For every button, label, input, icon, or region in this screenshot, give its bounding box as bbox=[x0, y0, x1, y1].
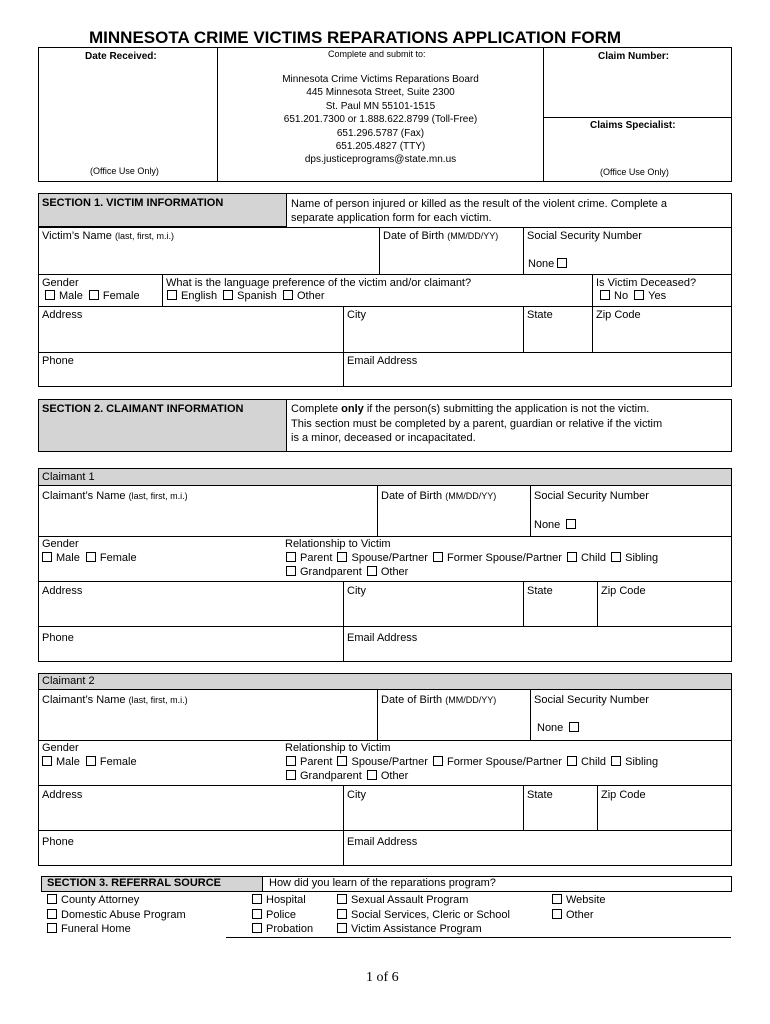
section-2-title: SECTION 2. CLAIMANT INFORMATION bbox=[42, 403, 244, 415]
claimant-2-male-checkbox[interactable] bbox=[42, 756, 52, 766]
victim-ssn-none-label: None bbox=[528, 258, 555, 270]
claimant-2-phone-label: Phone bbox=[42, 836, 74, 848]
deceased-yes-label: Yes bbox=[648, 290, 667, 302]
board-address: Minnesota Crime Victims Reparations Board 445 Minnesota Street, Suite 2300 St. Paul MN 55101-1515 651.201.7300 or 1.888.622.8799 (Toll-Free) 651.296.5787 (Fax) 651.205.4827 (TTY) dps.justiceprograms@state.mn.us bbox=[282, 74, 479, 166]
claimant-1-gender-label: Gender bbox=[42, 538, 79, 550]
claimant-2-state-label: State bbox=[527, 789, 553, 801]
page-title: MINNESOTA CRIME VICTIMS REPARATIONS APPLICATION FORM bbox=[89, 28, 622, 47]
claimant-1-city-label: City bbox=[347, 585, 366, 597]
section-2-desc: Complete only if the person(s) submitting the application is not the victim. bbox=[291, 403, 650, 415]
section-2-desc-3: is a minor, deceased or incapacitated. bbox=[291, 432, 476, 444]
victim-name-label: Victim’s Name bbox=[42, 230, 112, 242]
claimant-1-dob-hint: (MM/DD/YY) bbox=[445, 491, 497, 501]
referral-col-4: Website Other bbox=[552, 893, 606, 922]
claimant-2-dob-hint: (MM/DD/YY) bbox=[445, 695, 497, 705]
claimant-1-sibling-checkbox[interactable] bbox=[611, 552, 621, 562]
claimant-1-parent-label: Parent bbox=[300, 552, 333, 564]
victim-ssn-label: Social Security Number bbox=[527, 230, 642, 242]
claimant-1-parent-checkbox[interactable] bbox=[286, 552, 296, 562]
claimant-2-email-label: Email Address bbox=[347, 836, 418, 848]
claimant-2-ssn-none-label: None bbox=[537, 722, 564, 734]
office-use-left: (Office Use Only) bbox=[90, 166, 159, 176]
claimant-1-name-hint: (last, first, m.i.) bbox=[128, 491, 188, 501]
claims-specialist-label: Claims Specialist: bbox=[590, 120, 676, 131]
claimant-2-child-label: Child bbox=[580, 756, 607, 768]
claimant-2-dob-label: Date of Birth bbox=[381, 694, 443, 706]
victim-city-label: City bbox=[347, 309, 366, 321]
claimant-2-name-label: Claimant’s Name bbox=[42, 694, 126, 706]
probation-checkbox[interactable] bbox=[252, 923, 262, 933]
claimant-1-sibling-label: Sibling bbox=[625, 552, 659, 564]
victim-dob-label: Date of Birth bbox=[383, 230, 445, 242]
spanish-label: Spanish bbox=[237, 290, 277, 302]
claimant-1-state-label: State bbox=[527, 585, 553, 597]
claimant-2-spouse-checkbox[interactable] bbox=[337, 756, 347, 766]
claimant-2-relationship-label: Relationship to Victim bbox=[285, 742, 391, 754]
claimant-1-child-checkbox[interactable] bbox=[567, 552, 577, 562]
referral-col-3: Sexual Assault Program Social Services, Cleric or School Victim Assistance Program bbox=[337, 893, 510, 937]
claimant-1-dob-label: Date of Birth bbox=[381, 490, 443, 502]
victim-zip-label: Zip Code bbox=[596, 309, 641, 321]
language-other-checkbox[interactable] bbox=[283, 290, 293, 300]
language-other-label: Other bbox=[296, 290, 325, 302]
claimant-1-male-label: Male bbox=[56, 552, 80, 564]
section-2-desc-2: This section must be completed by a parent, guardian or relative if the victim bbox=[291, 418, 663, 430]
claimant-1-spouse-label: Spouse/Partner bbox=[351, 552, 428, 564]
victim-address-label: Address bbox=[42, 309, 83, 321]
spanish-checkbox[interactable] bbox=[223, 290, 233, 300]
claimant-2-ssn-label: Social Security Number bbox=[534, 694, 649, 706]
domestic-abuse-checkbox[interactable] bbox=[47, 909, 57, 919]
english-label: English bbox=[181, 290, 218, 302]
english-checkbox[interactable] bbox=[167, 290, 177, 300]
victim-male-checkbox[interactable] bbox=[45, 290, 55, 300]
section-1-desc-2: separate application form for each victim. bbox=[291, 212, 492, 224]
website-checkbox[interactable] bbox=[552, 894, 562, 904]
date-received-label: Date Received: bbox=[85, 51, 157, 62]
deceased-no-label: No bbox=[614, 290, 629, 302]
section-1-desc: Name of person injured or killed as the result of the violent crime. Complete a bbox=[291, 198, 668, 210]
victim-female-checkbox[interactable] bbox=[89, 290, 99, 300]
referral-col-2: Hospital Police Probation bbox=[252, 893, 313, 937]
claimant-2-sibling-label: Sibling bbox=[625, 756, 659, 768]
claimant-2-other-checkbox[interactable] bbox=[367, 770, 377, 780]
claimant-2-former-spouse-label: Former Spouse/Partner bbox=[446, 756, 562, 768]
claimant-2-child-checkbox[interactable] bbox=[567, 756, 577, 766]
claimant-2-sibling-checkbox[interactable] bbox=[611, 756, 621, 766]
claimant-2-ssn-none-checkbox[interactable] bbox=[569, 722, 579, 732]
claimant-1-spouse-checkbox[interactable] bbox=[337, 552, 347, 562]
claimant-1-ssn-label: Social Security Number bbox=[534, 490, 649, 502]
claimant-1-female-checkbox[interactable] bbox=[86, 552, 96, 562]
section-3-title: SECTION 3. REFERRAL SOURCE bbox=[47, 877, 221, 889]
victim-female-label: Female bbox=[102, 290, 140, 302]
victim-email-label: Email Address bbox=[347, 355, 418, 367]
claimant-1-name-label: Claimant’s Name bbox=[42, 490, 126, 502]
claimant-2-other-label: Other bbox=[380, 770, 409, 782]
victim-state-label: State bbox=[527, 309, 553, 321]
referral-col-1: County Attorney Domestic Abuse Program Funeral Home bbox=[47, 893, 186, 937]
claimant-1-other-label: Other bbox=[380, 566, 409, 578]
claimant-2-address-label: Address bbox=[42, 789, 83, 801]
claimant-2-gender-label: Gender bbox=[42, 742, 79, 754]
claimant-1-former-spouse-checkbox[interactable] bbox=[433, 552, 443, 562]
claimant-1-child-label: Child bbox=[580, 552, 607, 564]
claimant-2-parent-label: Parent bbox=[300, 756, 333, 768]
claim-number-label: Claim Number: bbox=[598, 51, 670, 62]
section-3-question: How did you learn of the reparations program? bbox=[269, 877, 496, 889]
page-number: 1 of 6 bbox=[366, 970, 399, 985]
claimant-1-female-label: Female bbox=[99, 552, 137, 564]
claimant-2-grandparent-checkbox[interactable] bbox=[286, 770, 296, 780]
funeral-home-checkbox[interactable] bbox=[47, 923, 57, 933]
victim-phone-label: Phone bbox=[42, 355, 74, 367]
claimant-1-former-spouse-label: Former Spouse/Partner bbox=[446, 552, 562, 564]
deceased-question: Is Victim Deceased? bbox=[596, 277, 697, 289]
victim-name-hint: (last, first, m.i.) bbox=[114, 231, 174, 241]
claimant-1-grandparent-label: Grandparent bbox=[300, 566, 362, 578]
social-services-checkbox[interactable] bbox=[337, 909, 347, 919]
deceased-no-checkbox[interactable] bbox=[600, 290, 610, 300]
victim-assistance-checkbox[interactable] bbox=[337, 923, 347, 933]
sexual-assault-checkbox[interactable] bbox=[337, 894, 347, 904]
claimant-2-spouse-label: Spouse/Partner bbox=[351, 756, 428, 768]
language-question: What is the language preference of the victim and/or claimant? bbox=[166, 277, 472, 289]
claimant-2-female-label: Female bbox=[99, 756, 137, 768]
claimant-2-male-label: Male bbox=[56, 756, 80, 768]
hospital-checkbox[interactable] bbox=[252, 894, 262, 904]
claimant-2-former-spouse-checkbox[interactable] bbox=[433, 756, 443, 766]
victim-gender-label: Gender bbox=[42, 277, 79, 289]
victim-dob-hint: (MM/DD/YY) bbox=[447, 231, 499, 241]
claimant-2-name-hint: (last, first, m.i.) bbox=[128, 695, 188, 705]
claimant-1-email-label: Email Address bbox=[347, 632, 418, 644]
victim-male-label: Male bbox=[59, 290, 83, 302]
claimant-1-male-checkbox[interactable] bbox=[42, 552, 52, 562]
claimant-1-grandparent-checkbox[interactable] bbox=[286, 566, 296, 576]
claimant-2-female-checkbox[interactable] bbox=[86, 756, 96, 766]
claimant-2-city-label: City bbox=[347, 789, 366, 801]
claimant-1-other-checkbox[interactable] bbox=[367, 566, 377, 576]
police-checkbox[interactable] bbox=[252, 909, 262, 919]
claimant-1-ssn-none-label: None bbox=[534, 519, 561, 531]
referral-other-checkbox[interactable] bbox=[552, 909, 562, 919]
claimant-2-title: Claimant 2 bbox=[42, 675, 95, 687]
office-use-right: (Office Use Only) bbox=[600, 167, 669, 177]
victim-ssn-none-checkbox[interactable] bbox=[557, 258, 567, 268]
deceased-yes-checkbox[interactable] bbox=[634, 290, 644, 300]
claimant-1-address-label: Address bbox=[42, 585, 83, 597]
submit-to: Complete and submit to: bbox=[328, 49, 426, 59]
claimant-1-ssn-none-checkbox[interactable] bbox=[566, 519, 576, 529]
claimant-2-zip-label: Zip Code bbox=[601, 789, 646, 801]
claimant-2-grandparent-label: Grandparent bbox=[300, 770, 362, 782]
claimant-1-title: Claimant 1 bbox=[42, 471, 95, 483]
claimant-1-relationship-label: Relationship to Victim bbox=[285, 538, 391, 550]
claimant-1-phone-label: Phone bbox=[42, 632, 74, 644]
claimant-1-zip-label: Zip Code bbox=[601, 585, 646, 597]
section-1-title: SECTION 1. VICTIM INFORMATION bbox=[42, 197, 224, 209]
claimant-2-parent-checkbox[interactable] bbox=[286, 756, 296, 766]
county-attorney-checkbox[interactable] bbox=[47, 894, 57, 904]
